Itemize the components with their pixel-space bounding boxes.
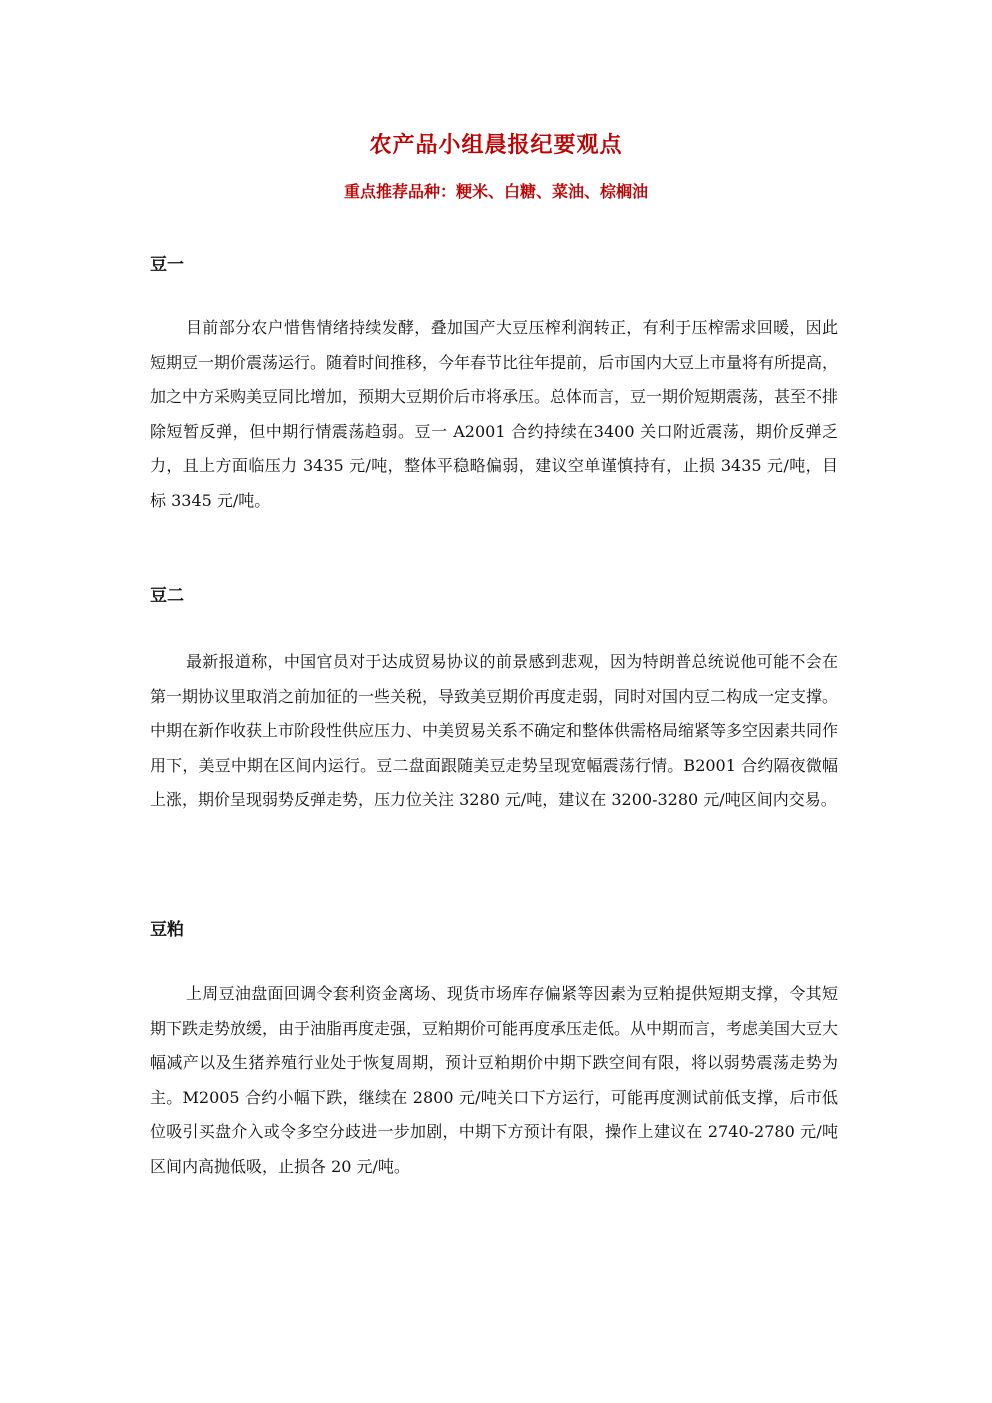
- section-body-soybean-no2: 最新报道称，中国官员对于达成贸易协议的前景感到悲观，因为特朗普总统说他可能不会在第一期协议里取消之前加征的一些关税，导致美豆期价再度走弱，同时对国内豆二构成一定支撑。中期在新作收获上市阶段性供应压力、中美贸易关系不确定和整体供需格局缩紧等多空因素共同作用下，美豆中期在区间内运行。豆二盘面跟随美豆走势呈现宽幅震荡行情。B2001 合约隔夜微幅上涨，期价呈现弱势反弹走势，压力位关注 3280 元/吨，建议在 3200-3280 元/吨区间内交易。: [150, 652, 839, 809]
- section-heading-soybean-meal: 豆粕: [150, 920, 184, 940]
- document-title: 农产品小组晨报纪要观点: [369, 132, 623, 158]
- section-heading-soybean-no2: 豆二: [150, 586, 184, 606]
- section-body-soybean-meal: 上周豆油盘面回调令套利资金离场、现货市场库存偏紧等因素为豆粕提供短期支撑，令其短期下跌走势放缓，由于油脂再度走强，豆粕期价可能再度承压走低。从中期而言，考虑美国大豆大幅减产以及生猪养殖行业处于恢复周期，预计豆粕期价中期下跌空间有限，将以弱势震荡走势为主。M2005 合约小幅下跌，继续在 2800 元/吨关口下方运行，可能再度测试前低支撑，后市低位吸引买盘介入或令多空分歧进一步加剧，中期下方预计有限，操作上建议在 2740-2780 元/吨区间内高抛低吸，止损各 20 元/吨。: [150, 984, 839, 1176]
- recommended-varieties: 重点推荐品种：粳米、白糖、菜油、棕榈油: [343, 182, 648, 201]
- section-heading-soybean-no1: 豆一: [150, 255, 184, 275]
- section-body-soybean-no1: 目前部分农户惜售情绪持续发酵，叠加国产大豆压榨利润转正，有利于压榨需求回暖，因此短期豆一期价震荡运行。随着时间推移，今年春节比往年提前，后市国内大豆上市量将有所提高，加之中方采购美豆同比增加，预期大豆期价后市将承压。总体而言，豆一期价短期震荡，甚至不排除短暂反弹，但中期行情震荡趋弱。豆一 A2001 合约持续在3400 关口附近震荡，期价反弹乏力，且上方面临压力 3435 元/吨，整体平稳略偏弱，建议空单谨慎持有，止损 3435 元/吨，目标 3345 元/吨。: [150, 318, 839, 510]
